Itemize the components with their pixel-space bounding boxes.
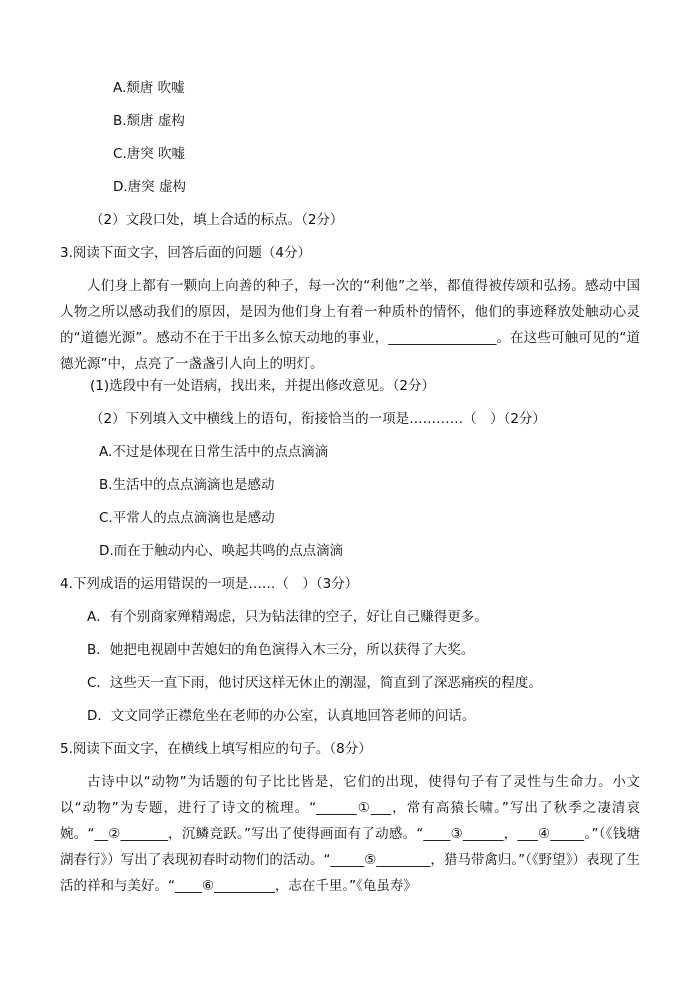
q5-title: 5.阅读下面文字，在横线上填写相应的句子。（8分）	[60, 741, 372, 757]
q4-option-d: D．文文同学正襟危坐在老师的办公室，认真地回答老师的问话。	[87, 708, 476, 724]
q5-passage: 古诗中以“动物”为话题的句子比比皆是，它们的出现，使得句子有了灵性与生命力。小文以“动物”为专题，进行了诗文的梳理。“______①___，常有高猿长啸。”写出了秋季之凄清哀婉。“__②_______，沉鳞竞跃。”写出了使得画面有了动感。“____③______，___④_____。”（《钱塘湖春行》）写出了表现初春时动物们的活动。“_____⑤________，猎马带禽归。”（《野望》）表现了生活的祥和与美好。“____⑥_________，志在千里。”《龟虽寿》	[60, 774, 640, 894]
q4-title: 4.下列成语的运用错误的一项是……（ ）（3分）	[60, 576, 359, 592]
q4-option-c: C．这些天一直下雨，他讨厌这样无休止的潮湿，简直到了深恶痛疾的程度。	[87, 675, 542, 691]
q3-title: 3.阅读下面文字，回答后面的问题（4分）	[60, 245, 311, 261]
q3-option-a: A.不过是体现在日常生活中的点点滴滴	[99, 444, 329, 460]
q4-option-a: A．有个别商家殚精竭虑，只为钻法律的空子，好让自己赚得更多。	[87, 609, 488, 625]
q3-passage: 人们身上都有一颗向上向善的种子，每一次的“利他”之举，都值得被传颂和弘扬。感动中国人物之所以感动我们的原因，是因为他们身上有着一种质朴的情怀，他们的事迹释放处触动心灵的“道德光源”。感动不在于干出多么惊天动地的事业，________________。在这些可触可见的“道德光源”中，点亮了一盏盏引人向上的明灯。	[60, 278, 640, 372]
q3-option-c: C.平常人的点点滴滴也是感动	[99, 510, 275, 526]
q3-sub-question-1: (1)选段中有一处语病，找出来，并提出修改意见。（2分）	[90, 378, 435, 394]
q2-option-a: A.颓唐 吹嘘	[113, 80, 185, 96]
q2-option-c: C.唐突 吹嘘	[113, 146, 186, 162]
q2-sub-question-2: （2）文段口处，填上合适的标点。（2分）	[90, 212, 344, 228]
q4-option-b: B．她把电视剧中苦媳妇的角色演得入木三分，所以获得了大奖。	[87, 642, 475, 658]
q3-option-d: D.而在于触动内心、唤起共鸣的点点滴滴	[99, 543, 344, 559]
q2-option-d: D.唐突 虚构	[113, 179, 186, 195]
q3-option-b: B.生活中的点点滴滴也是感动	[99, 477, 275, 493]
q2-option-b: B.颓唐 虚构	[113, 113, 185, 129]
q3-sub-question-2: （2）下列填入文中横线上的语句，衔接恰当的一项是…………（ ）（2分）	[90, 411, 546, 427]
